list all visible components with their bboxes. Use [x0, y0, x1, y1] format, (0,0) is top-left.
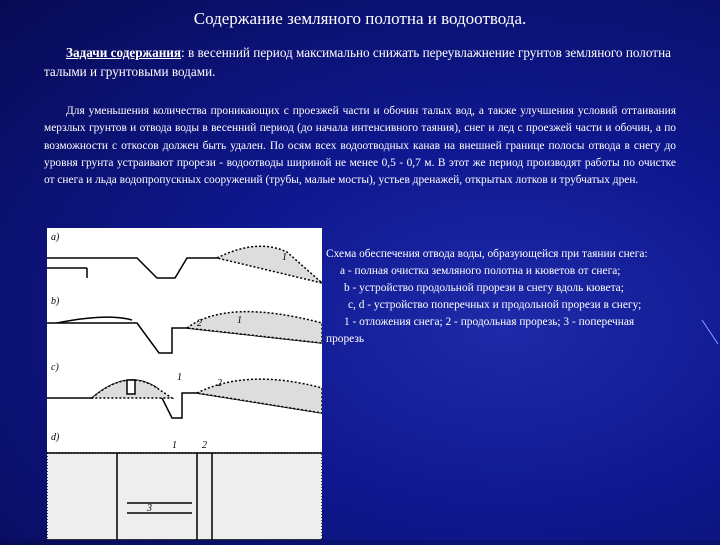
num: 1 — [177, 372, 182, 383]
task-label: Задачи содержания — [66, 45, 182, 60]
num: 1 — [237, 315, 242, 326]
num: 2 — [217, 378, 222, 389]
num: 1 — [282, 252, 287, 263]
caption-line: 1 - отложения снега; 2 - продольная прорезь; 3 - поперечная прорезь — [326, 316, 635, 345]
num: 2 — [202, 440, 207, 451]
label-a: a) — [51, 232, 60, 243]
task-paragraph — [44, 43, 676, 81]
diagram-b — [47, 312, 322, 353]
label-d: d) — [51, 432, 60, 443]
diagram-c — [47, 379, 322, 418]
num: 1 — [172, 440, 177, 451]
decorative-line — [700, 318, 720, 348]
label-b: b) — [51, 296, 60, 307]
figure-caption — [326, 246, 656, 348]
caption-line: a - полная очистка земляного полотна и кюветов от снега; — [340, 265, 621, 277]
num: 3 — [147, 503, 152, 514]
snow-removal-diagram — [47, 228, 322, 540]
diagram-a — [47, 246, 322, 283]
caption-line: Схема обеспечения отвода воды, образующейся при таянии снега: — [326, 248, 648, 260]
label-c: c) — [51, 362, 59, 373]
caption-line: b - устройство продольной прорези в снегу вдоль кювета; — [344, 282, 624, 294]
caption-line: c, d - устройство поперечных и продольной прорези в снегу; — [348, 299, 642, 311]
body-paragraph: Для уменьшения количества проникающих с проезжей части и обочин талых вод, а также улучшения условий оттаивания мерзлых грунтов и отвода воды в весенний период (до начала интенсивного таяния), снег и лед с проезжей части и обочин, а по возможности с откосов должен быть удален. По осям всех водоотводных канав на внешней границе полосы отвода в снегу до уровня грунта устраивают прорези - водоотводы шириной не менее 0,5 - 0,7 м. В этот же период производят работы по очистке от снега и льда водопропускных сооружений (трубы, малые мосты), устьев дренажей, открытых лотков и трубчатых дрен. — [44, 105, 676, 187]
num: 2 — [197, 318, 202, 329]
task-text: : в весенний период максимально снижать переувлажнение грунтов земляного полотна талыми и грунтовыми водами. — [44, 45, 671, 79]
slide-title: Содержание земляного полотна и водоотвода. — [193, 9, 527, 28]
diagram-d — [47, 453, 322, 540]
